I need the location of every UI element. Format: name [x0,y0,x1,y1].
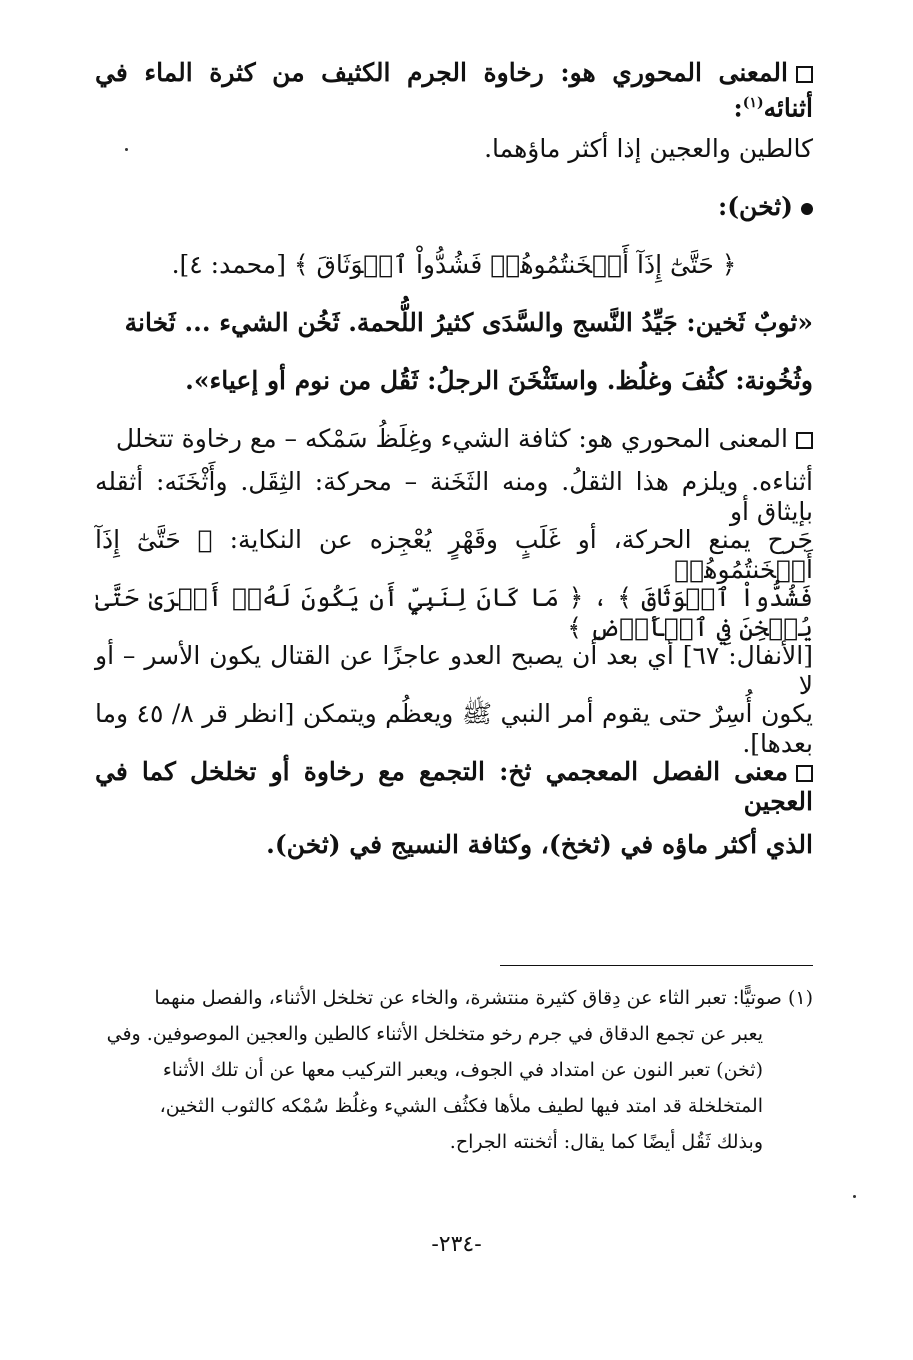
quote-line-2 [95,352,813,410]
footnote-reference: (١) [742,95,764,112]
paragraph-1-colon: : [733,93,743,123]
paragraph-2-line-2 [95,468,813,526]
square-box-icon [796,432,813,449]
square-box-icon [796,765,813,782]
paragraph-3-line-1 [95,758,813,816]
dictionary-quote-2: وثُخُونة: كثُفَ وغلُظ. واستَثْخَنَ الرجلُ: ثَقُل من نوم أو إعياء». [185,366,813,395]
paragraph-3-text-1: معنى الفصل المعجمي ثخ: التجمع مع رخاوة أو تخلخل كما في العجين [95,757,813,816]
paragraph-2-text-3: جَرح يمنع الحركة، أو غَلَبٍ وقَهْرٍ يُعْجِزه عن النكاية: ﴿ حَتَّىٰٓ إِذَآ أَثۡخَنتُمُوهُمۡ [95,525,813,584]
heading-entry [95,178,813,236]
paragraph-1-line-2-text: كالطين والعجين إذا أكثر ماؤهما. [484,134,813,163]
verse-line [95,236,813,294]
paragraph-2-line-6 [95,700,813,758]
quote-line-1 [95,294,813,352]
paragraph-2-line-4 [95,584,813,642]
dictionary-quote-1: «ثوبٌ ثَخين: جَيِّدُ النَّسج والسَّدَى كثيرُ اللُّحمة. ثَخُن الشيء ... ثَخانة [124,308,813,337]
footnote-text-1: (١) صوتيًّا: تعبر الثاء عن دِقاق كثيرة منتشرة، والخاء عن تخلخل الأثناء، والفصل منهما [154,987,813,1009]
page-number: -٢٣٤- [431,1232,482,1257]
paragraph-2-line-5 [95,642,813,700]
quran-verse: ﴿ حَتَّىٰٓ إِذَآ أَثۡخَنتُمُوهُمۡ فَشُدُّواْ ٱلۡوَثَاقَ ﴾ [محمد: ٤]. [171,250,737,279]
paragraph-2-text-5: [الأنفال: ٦٧] أي بعد أن يصبح العدو عاجزًا عن القتال يكون الأسر – أو لا [95,641,813,700]
footnote-divider [500,965,813,966]
footnote-line-3 [95,1052,813,1088]
footnote-text-2: يعبر عن تجمع الدقاق في جرم رخو متخلخل الأثناء كالطين والعجين الموصوفين. وفي [106,1023,763,1045]
footnote-text-3: (ثخن) تعبر النون عن امتداد في الجوف، ويعبر التركيب معها عن أن تلك الأثناء [162,1059,763,1081]
entry-heading: (ثخن): [717,192,793,221]
paragraph-2-text-1: المعنى المحوري هو: كثافة الشيء وغِلَظُ سَمْكه – مع رخاوة تتخلل [115,424,788,453]
paragraph-2-text-4: فَشُدُّواْ ٱلۡوَثَاقَ ﴾ ، ﴿ مَا كَانَ لِنَبِيٍّ أَن يَكُونَ لَهُۥٓ أَسۡرَىٰ حَتَّىٰ يُثۡخِنَ فِي ٱلۡأَرۡضِ ﴾ [95,583,813,642]
footnotes [95,980,813,1160]
paragraph-1-line-2 [95,120,813,178]
square-box-icon [796,66,813,83]
paragraph-2-text-2: أثناءه. ويلزم هذا الثقلُ. ومنه الثَخَنة – محركة: الثِقَل. وأَثْخَنَه: أثقله بإيثاق أو [95,467,813,526]
page-body [95,58,813,874]
footnote-line-2 [95,1016,813,1052]
footnote-line-1 [95,980,813,1016]
footnote-text-4: المتخلخلة قد امتد فيها لطيف ملأها فكثُف الشيء وغلُظ سُمْكه كالثوب الثخين، [159,1095,763,1117]
paragraph-2-line-1 [95,410,813,468]
footnote-text-5: وبذلك ثَقُل أيضًا كما يقال: أثخنته الجراح. [449,1131,763,1153]
paragraph-3-text-2: الذي أكثر ماؤه في (ثخخ)، وكثافة النسيج في (ثخن). [266,830,813,859]
bullet-icon [801,203,813,215]
scan-speck [125,148,128,151]
paragraph-2-line-3 [95,526,813,584]
paragraph-1-line-1 [95,58,813,123]
paragraph-3-line-2 [95,816,813,874]
scan-speck [853,1195,856,1198]
footnote-line-4 [95,1088,813,1124]
paragraph-1-text: المعنى المحوري هو: رخاوة الجرم الكثيف من كثرة الماء في أثنائه [95,58,813,123]
paragraph-2-text-6: يكون أُسِرٌ حتى يقوم أمر النبي ﷺ ويعظُم ويتمكن [انظر قر ٨/ ٤٥ وما بعدها]. [95,699,813,758]
footnote-line-5 [95,1124,813,1160]
